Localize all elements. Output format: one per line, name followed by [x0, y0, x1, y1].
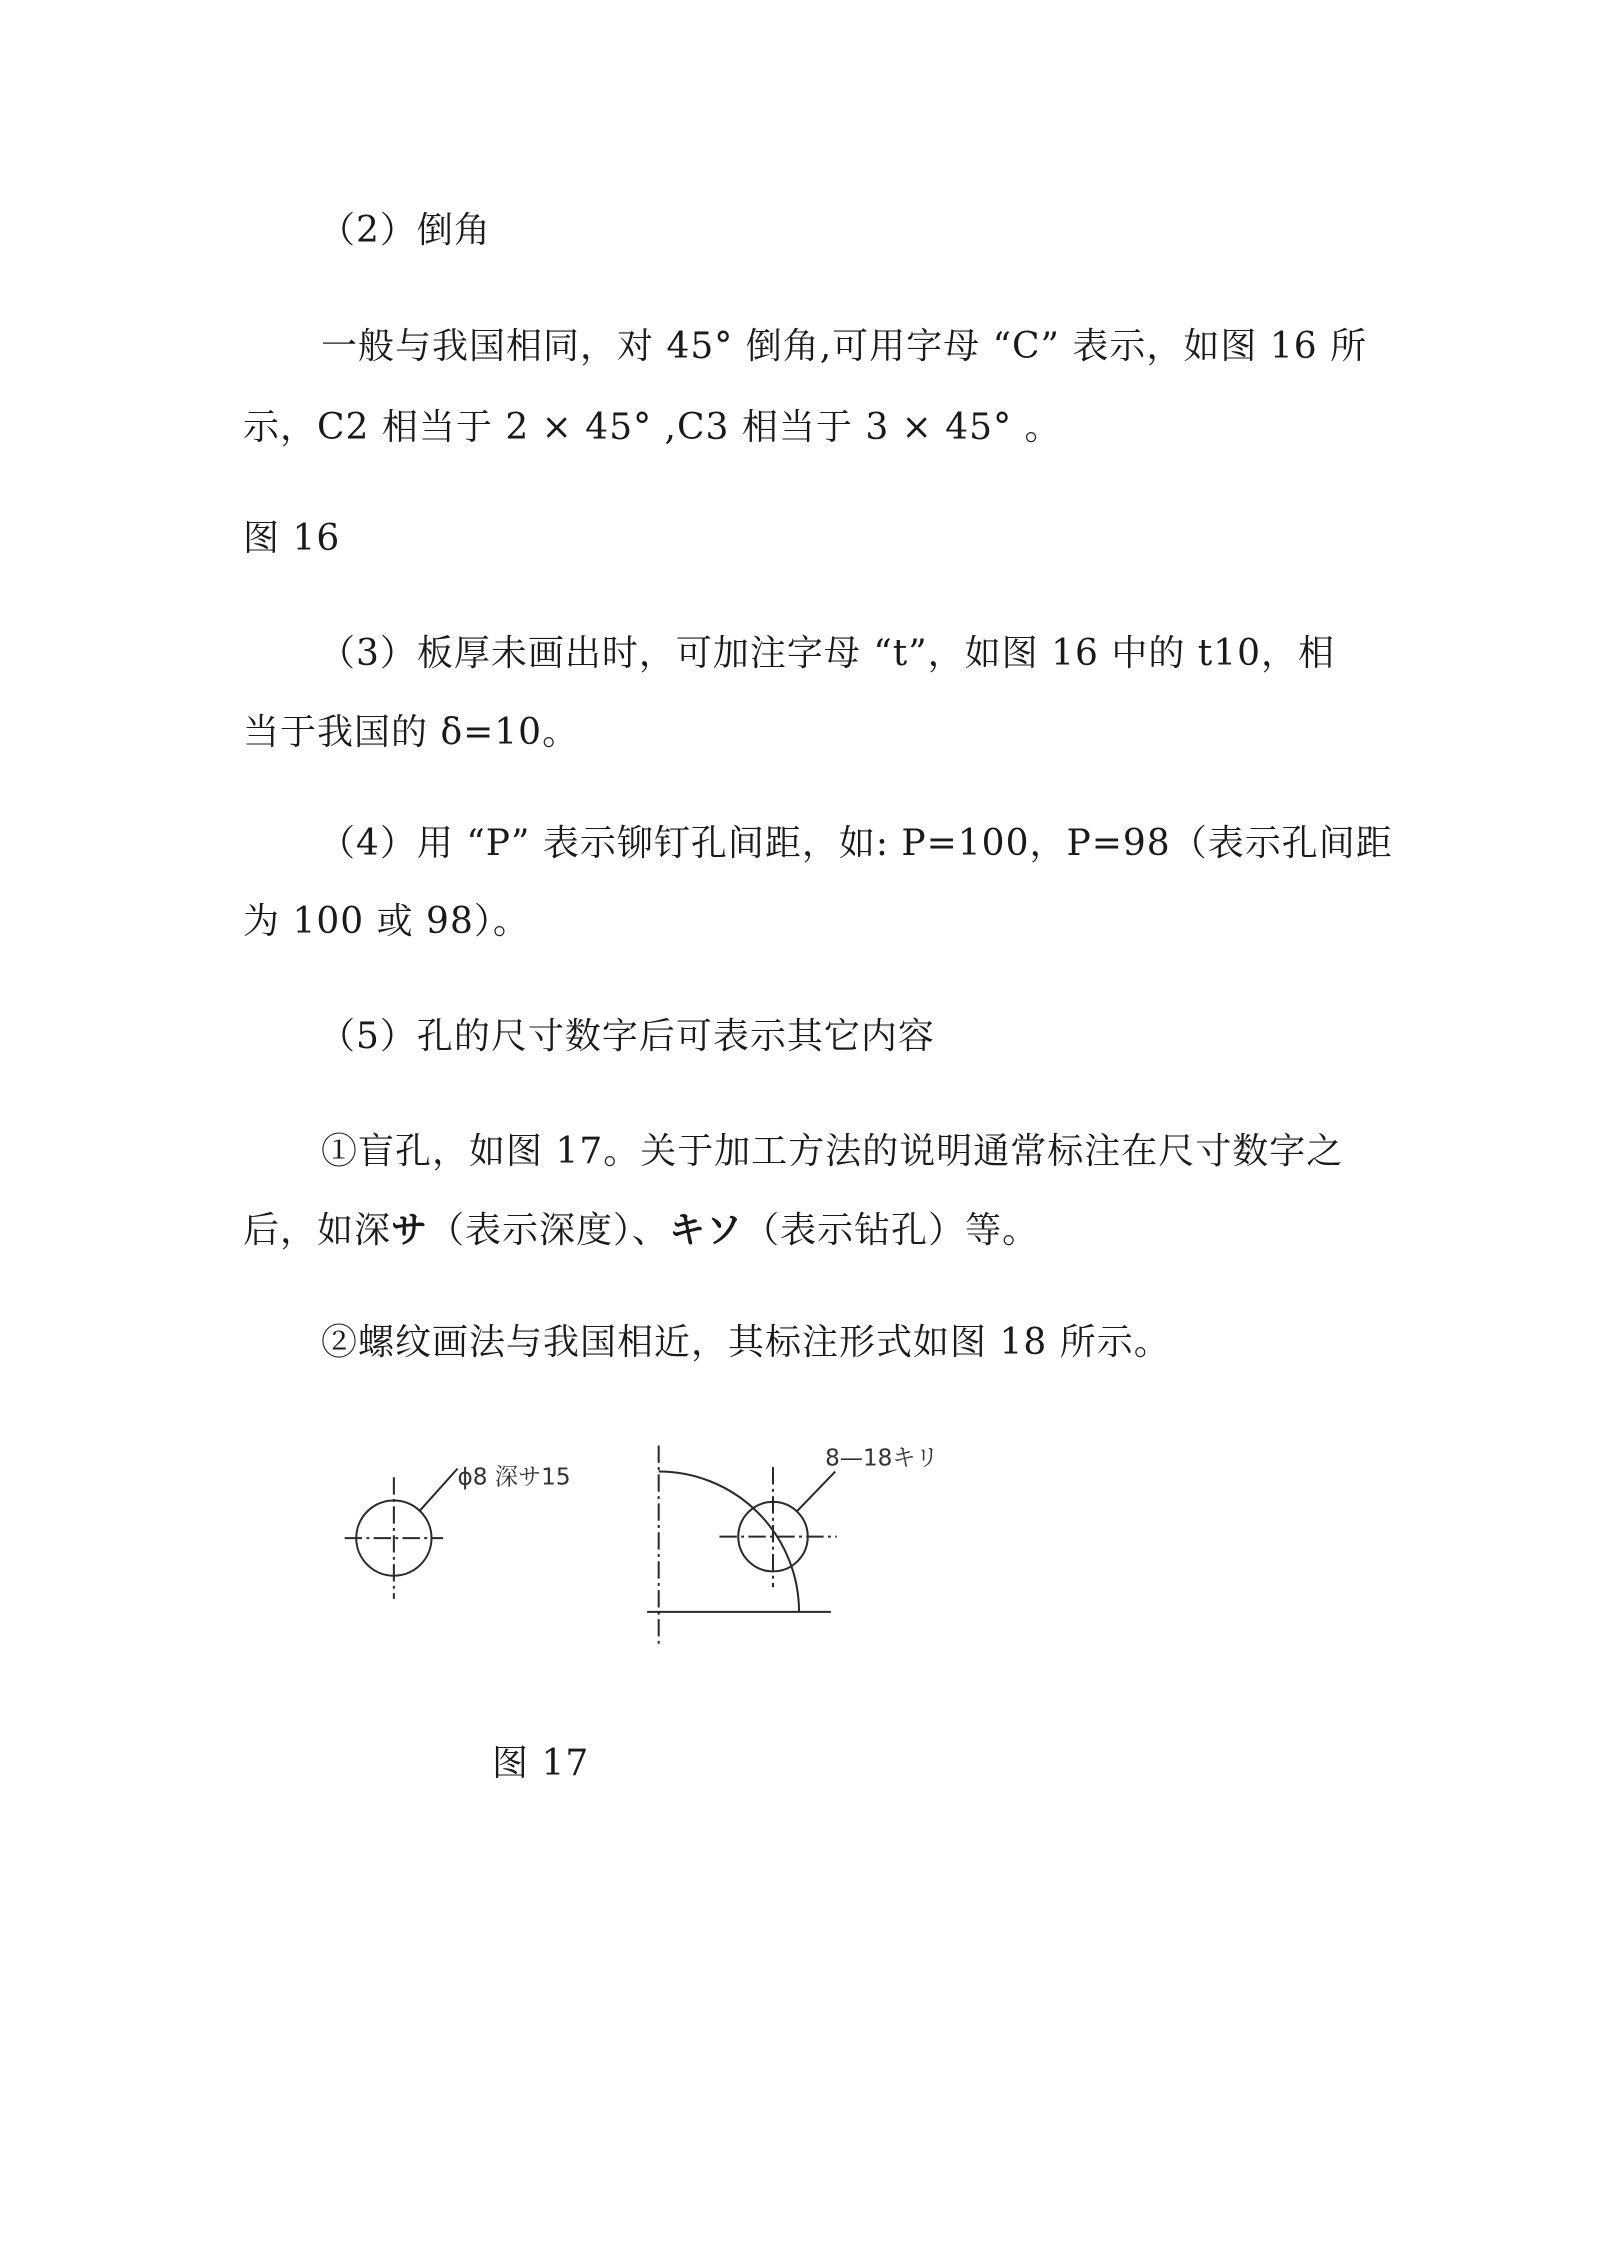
- thread-notation-line: ②螺纹画法与我国相近，其标注形式如图 18 所示。: [321, 1322, 1171, 1363]
- plate-thickness-line-2: 当于我国的 δ=10。: [243, 712, 580, 753]
- bolt-circle-arc: [659, 1472, 799, 1612]
- blind-hole-text-segment: （表示钻孔）等。: [743, 1210, 1040, 1251]
- drilled-hole-dimension-label: 8—18キリ: [825, 1445, 939, 1472]
- drill-kana: キソ: [669, 1209, 744, 1251]
- blind-hole-dimension-label: ϕ8 深サ15: [457, 1464, 571, 1491]
- plate-thickness-line-1: （3）板厚未画出时，可加注字母 “t”，如图 16 中的 t10，相: [319, 633, 1336, 674]
- blind-hole-text-segment: （表示深度）、: [428, 1210, 670, 1251]
- drilled-hole-leader-line: [796, 1472, 835, 1513]
- chamfer-text-line-1: 一般与我国相同，对 45° 倒角,可用字母 “C” 表示，如图 16 所: [321, 326, 1368, 367]
- blind-hole-line-1: ①盲孔，如图 17。关于加工方法的说明通常标注在尺寸数字之: [321, 1131, 1344, 1172]
- figure-17-drawing: [330, 1431, 970, 1677]
- figure-17-caption: 图 17: [492, 1743, 590, 1784]
- rivet-pitch-line-2: 为 100 或 98）。: [243, 901, 530, 942]
- rivet-pitch-line-1: （4）用 “P” 表示铆钉孔间距，如: P=100，P=98（表示孔间距: [319, 823, 1393, 864]
- depth-kana: サ: [391, 1209, 429, 1251]
- blind-hole-line-2: [243, 1211, 1039, 1249]
- hole-notation-heading: （5）孔的尺寸数字后可表示其它内容: [319, 1016, 935, 1057]
- figure-16-caption: 图 16: [243, 518, 341, 559]
- chamfer-heading: （2）倒角: [319, 210, 491, 251]
- blind-hole-text-segment: 后，如深: [243, 1210, 392, 1251]
- chamfer-text-line-2: 示，C2 相当于 2 × 45° ,C3 相当于 3 × 45° 。: [243, 407, 1062, 448]
- blind-hole-leader-line: [420, 1469, 458, 1511]
